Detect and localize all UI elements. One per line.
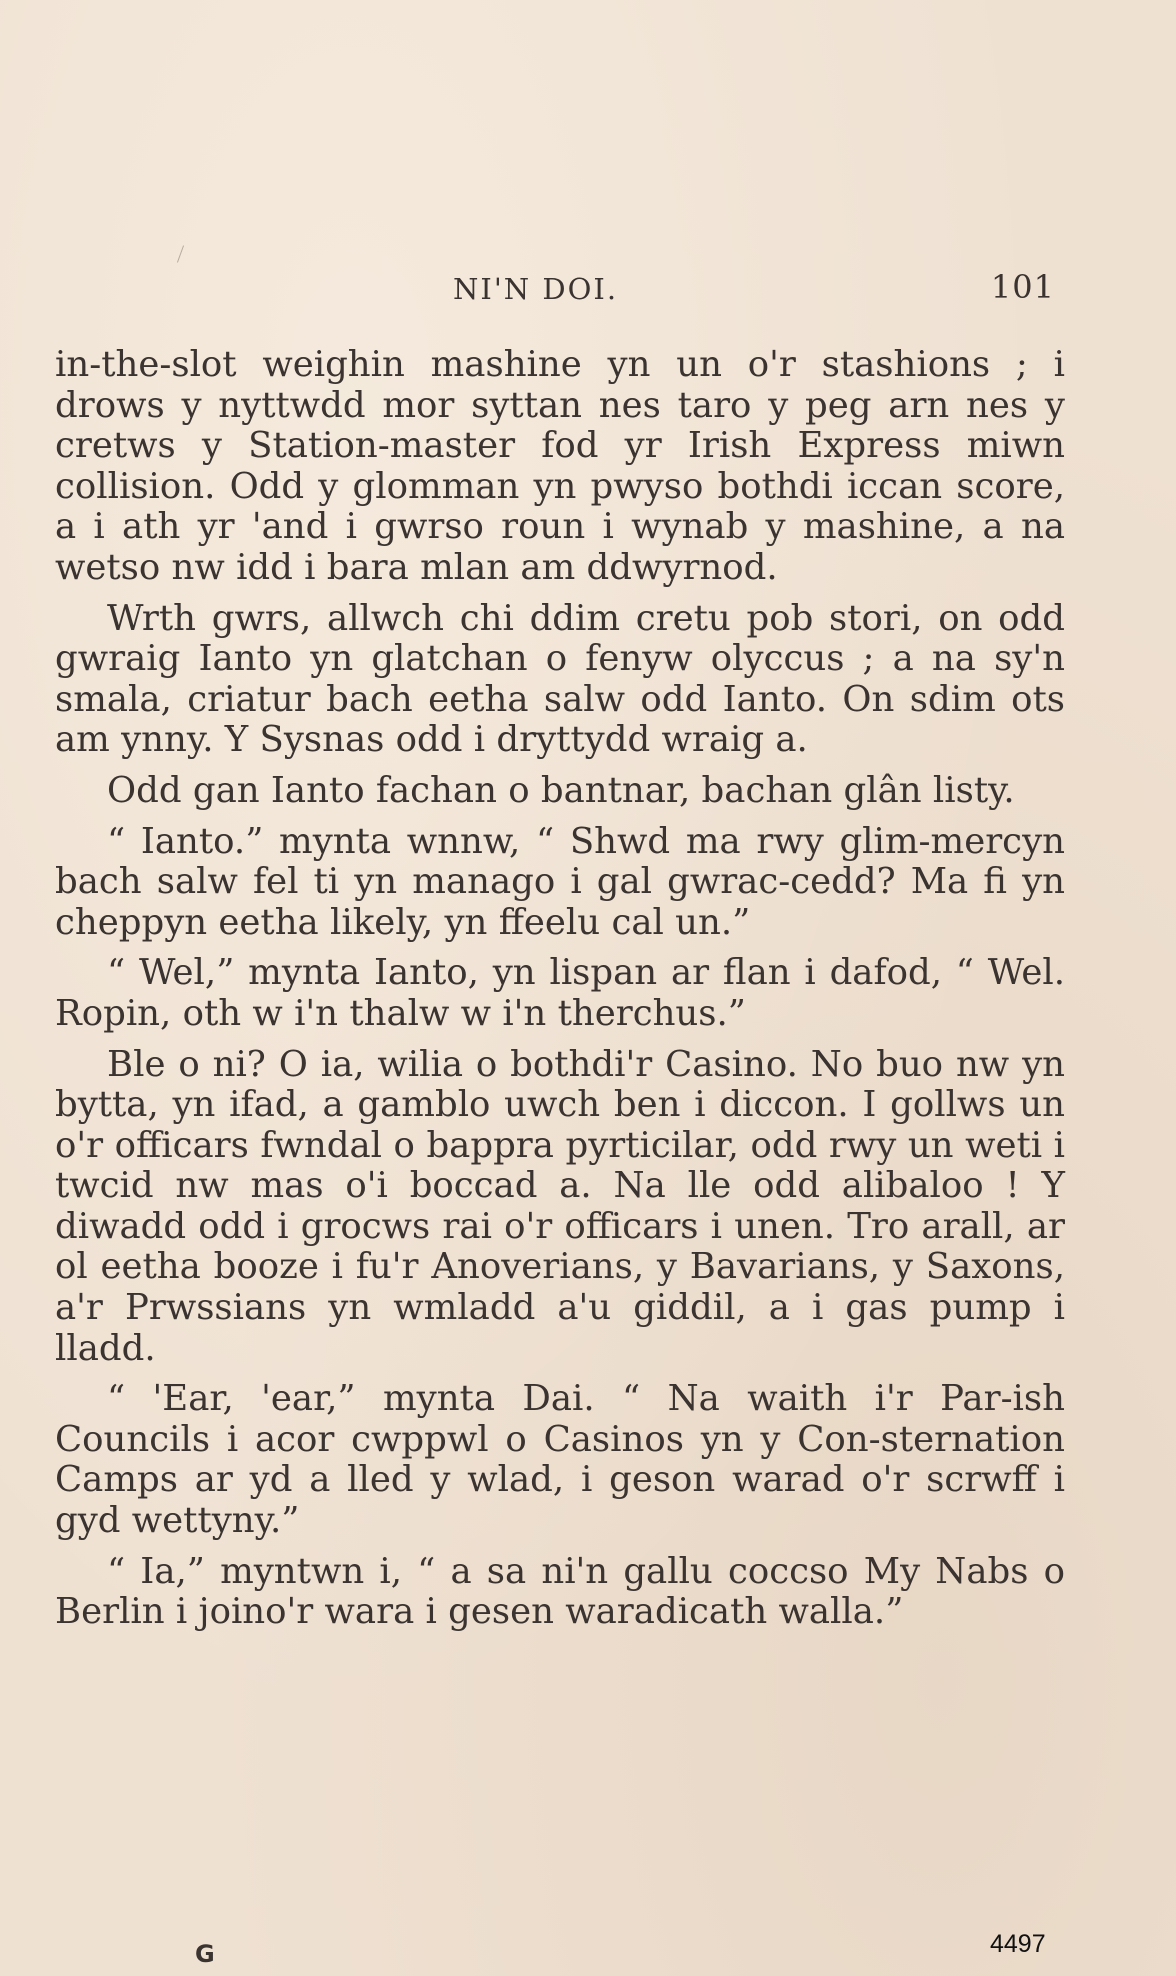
body-text bbox=[55, 345, 1065, 1643]
paragraph: “ Wel,” mynta Ianto, yn lispan ar flan i dafod, “ Wel. Ropin, oth w i'n thalw w i'n therchus.” bbox=[55, 952, 1065, 1034]
archive-stamp-number: 4497 bbox=[990, 1930, 1046, 1958]
paragraph: Ble o ni? O ia, wilia o bothdi'r Casino. No buo nw yn bytta, yn ifad, a gamblo uwch ben i diccon. I gollws un o'r officars fwndal o bappra pyrticilar, odd rwy un weti i twcid nw mas o'i boccad a. Na lle odd alibaloo ! Y diwadd odd i grocws rai o'r officars i unen. Tro arall, ar ol eetha booze i fu'r Anoverians, y Bavarians, y Saxons, a'r Prwssians yn wmladd a'u giddil, a i gas pump i lladd. bbox=[55, 1043, 1065, 1369]
pencil-mark bbox=[177, 245, 184, 262]
paragraph: “ Ia,” myntwn i, “ a sa ni'n gallu coccso My Nabs o Berlin i joino'r wara i gesen waradicath walla.” bbox=[55, 1550, 1065, 1633]
running-head-title: NI'N DOI. bbox=[453, 272, 619, 306]
running-header bbox=[55, 262, 1055, 312]
paragraph: Odd gan Ianto fachan o bantnar, bachan glân listy. bbox=[107, 769, 1015, 811]
paragraph: “ Ianto.” mynta wnnw, “ Shwd ma rwy glim-mercyn bach salw fel ti yn manago i gal gwrac-cedd? Ma fi yn cheppyn eetha likely, yn ffeelu cal un.” bbox=[55, 820, 1065, 943]
paragraph: “ 'Ear, 'ear,” mynta Dai. “ Na waith i'r Par-ish Councils i acor cwppwl o Casinos yn y Con-sternation Camps ar yd a lled y wlad, i geson warad o'r scrwff i gyd wettyny.” bbox=[55, 1378, 1065, 1542]
paragraph: Wrth gwrs, allwch chi ddim cretu pob stori, on odd gwraig Ianto yn glatchan o fenyw olyccus ; a na sy'n smala, criatur bach eetha salw odd Ianto. On sdim ots am ynny. Y Sysnas odd i dryttydd wraig a. bbox=[55, 597, 1065, 761]
paragraph: in-the-slot weighin mashine yn un o'r stashions ; i drows y nyttwdd mor syttan nes taro y peg arn nes y cretws y Station-master fod yr Irish Express miwn collision. Odd y glomman yn pwyso bothdi iccan score, a i ath yr 'and i gwrso roun i wynab y mashine, a na wetso nw idd i bara mlan am ddwyrnod. bbox=[55, 344, 1065, 588]
page-number: 101 bbox=[990, 268, 1055, 306]
gathering-signature: G bbox=[195, 1940, 215, 1968]
